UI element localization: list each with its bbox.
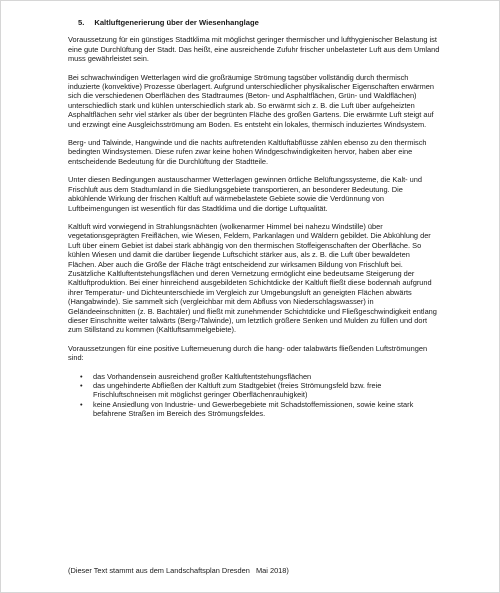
paragraph-2: Bei schwachwindigen Wetterlagen wird die großräumige Strömung tagsüber vollständig durch thermisch induzierte (konvektive) Prozesse überlagert. Aufgrund unterschiedlicher physikalischer Eigenschaften erwärmen sich die verschiedenen Oberflächen des Stadtraumes (Beton- und Asphaltflächen, Grün- und Waldflächen) unterschiedlich stark und kühlen unterschiedlich stark ab. So erwärmt sich z. B. die Luft über aufgeheizten Asphaltflächen sehr viel stärker als über der begrünten Fläche des großen Gartens. Die erwärmte Luft steigt auf und erzwingt eine Ausgleichsströmung am Boden. Es entsteht ein lokales, thermisch induziertes Windsystem. (68, 72, 435, 129)
paragraph-4: Unter diesen Bedingungen austauscharmer Wetterlagen gewinnen örtliche Belüftungssysteme, die Kalt- und Frischluft aus dem Stadtumland in die Siedlungsgebiete transportieren, an besonderer Bedeutung. Die abkühlende Wirkung der frischen Kaltluft auf wärmebelastete Gebiete sowie die Verdünnung von Luftbeimengungen ist wesentlich für das Stadtklima und die dortige Luftqualität. (68, 175, 423, 213)
list-item: • das Vorhandensein ausreichend großer Kaltluftentstehungsflächen (93, 372, 440, 381)
paragraph-5: Kaltluft wird vorwiegend in Strahlungsnächten (wolkenarmer Himmel bei nahezu Windstille) über vegetationsgeprägten Freiflächen, wie Wiesen, Feldern, Parkanlagen und Wäldern gebildet. Die Abkühlung der Luft über einem Gebiet ist dabei stark abhängig von den thermischen Stoffeigenschaften der Oberfläche. So kühlen Wiesen und damit die darüber liegende Luftschicht stärker aus, als z. B. die Luft über bewaldeten Flächen. Aber auch die Größe der Fläche trägt entscheidend zur wirksamen Bildung von Frischluft bei. Zusätzliche Kaltluftentstehungsflächen und deren Vernetzung ermöglicht eine bedeutsame Steigerung der Kaltluftproduktion. Bei einer hinreichend ausgebildeten Schichtdicke der Kaltluft fließt diese bodennah aufgrund ihrer Temperatur- und Dichteunterschiede im Vergleich zur Umgebungsluft an geneigten Flächen abwärts (Hangabwinde). Sie sammelt sich (vergleichbar mit dem Abfluss von Niederschlagswasser) in Geländeeinschnitten (z. B. Bachtäler) und fließt mit zunehmender Schichtdicke und Fließgeschwindigkeit entlang dieser Einschnitte weiter talwärts (Berg-/Talwinde), um letztlich größere Senken und Mulden zu füllen und dort zum Stillstand zu kommen (Kaltluftsammelgebiete). (68, 221, 437, 335)
source-footnote: (Dieser Text stammt aus dem Landschaftsplan Dresden Mai 2018) (68, 566, 289, 575)
document-body (68, 18, 440, 428)
section-number: 5. (78, 18, 85, 27)
list-item: • das ungehinderte Abfließen der Kaltluft zum Stadtgebiet (freies Strömungsfeld bzw. freie Frischluftschneisen mit möglichst geringer Oberflächenrauhigkeit) (93, 381, 440, 400)
requirements-list (68, 372, 440, 419)
list-item: • keine Ansiedlung von Industrie- und Gewerbegebiete mit Schadstoffemissionen, sowie keine stark befahrene Straßen im Bereich des Strömungsfeldes. (93, 400, 440, 419)
paragraph-1: Voraussetzung für ein günstiges Stadtklima mit möglichst geringer thermischer und lufthygienischer Belastung ist eine gute Durchlüftung der Stadt. Das heißt, eine ausreichende Zufuhr frischer unbelasteter Luft aus dem Umland muss gewährleistet sein. (68, 35, 440, 64)
section-title: Kaltluftgenerierung über der Wiesenhanglage (94, 18, 259, 27)
paragraph-6: Voraussetzungen für eine positive Lufterneuerung durch die hang- oder talabwärts fließenden Luftströmungen sind: (68, 343, 428, 363)
section-heading (78, 18, 440, 27)
paragraph-3: Berg- und Talwinde, Hangwinde und die nachts auftretenden Kaltluftabflüsse zählen ebenso zu den thermisch bedingten Windsystemen. Diese rufen zwar keine hohen Windgeschwindigkeiten hervor, haben aber eine entscheidende Bedeutung für die Durchlüftung der Stadtteile. (68, 138, 427, 166)
